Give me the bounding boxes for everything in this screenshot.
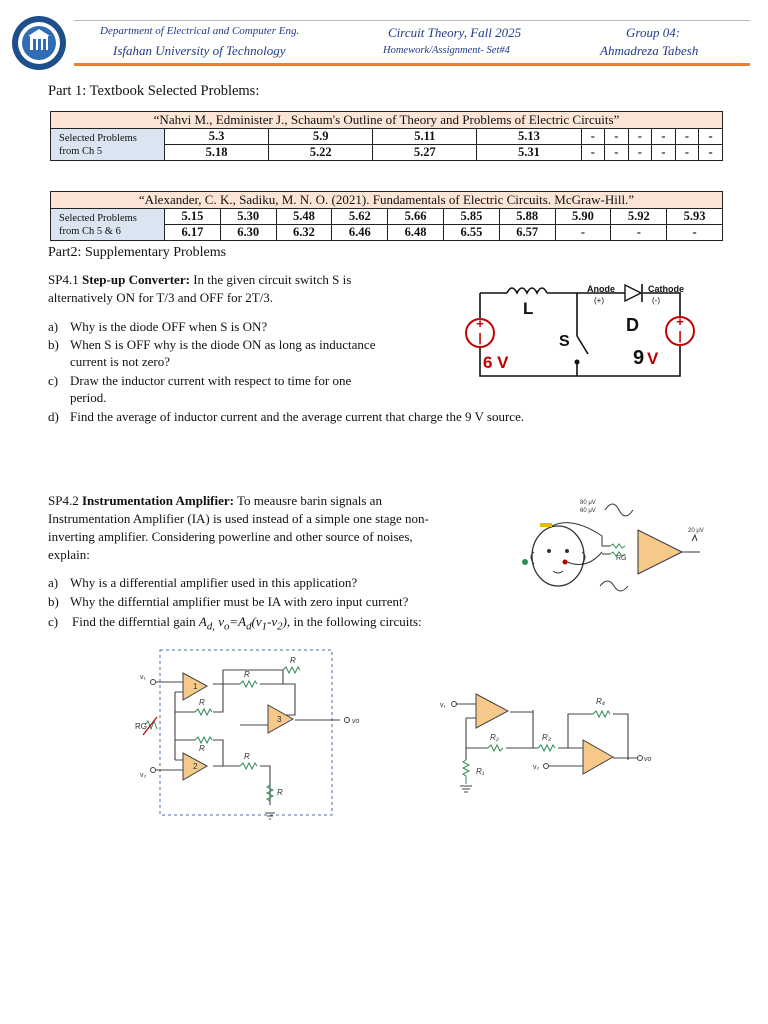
header-group: Group 04: [626,25,681,40]
sp41-num: SP4.1 [48,272,79,287]
table-cell: 5.31 [477,145,581,161]
table-cell: - [652,129,676,145]
table-cell: 5.11 [373,129,477,145]
table-cell: 6.57 [499,225,555,241]
opamp-ia [638,530,682,574]
label-op3: 3 [277,715,282,724]
step-up-converter-circuit [455,276,705,386]
label-r6: R [277,788,283,797]
label-L: L [523,299,534,318]
sp41-intro-b: alternatively ON for T/3 and OFF for 2T/3. [48,290,274,305]
label-anode: Anode [587,284,615,294]
label-r3: R [199,698,205,707]
table-cell: 5.48 [276,209,332,225]
sp41-intro-a: In the given circuit switch S is [189,272,352,287]
table-cell: - [611,225,667,241]
table-cell: 5.15 [165,209,221,225]
label-9v-num: 9 [633,347,645,369]
svg-text:|: | [678,329,682,343]
label-in1-uv: 80 μV [580,500,596,506]
university-logo [10,14,68,72]
table-cell: 5.18 [165,145,269,161]
table-cell: 5.3 [165,129,269,145]
label-rg-brain: RG [616,555,627,562]
table-cell: - [675,145,699,161]
table-cell: 6.17 [165,225,221,241]
label-cathode: Cathode [648,284,684,294]
label-v2-diff: v₂ [533,764,540,771]
table-cell: 5.88 [499,209,555,225]
brain-ia-illustration [520,496,720,606]
label-v2-ia: v₂ [140,772,147,779]
table-title: “Nahvi M., Edminister J., Schaum's Outline of Theory and Problems of Electric Circuits” [51,112,723,129]
label-cathode-sign: (-) [652,296,660,305]
header-author: Ahmadreza Tabesh [600,43,699,58]
header-thin-rule [74,20,750,21]
table-cell: - [667,225,723,241]
table-cell: - [605,145,629,161]
switch-contact [575,360,580,365]
header-course: Circuit Theory, Fall 2025 [388,25,522,40]
label-S: S [559,333,570,350]
svg-text:|: | [478,331,482,345]
table-cell: 5.9 [269,129,373,145]
table-cell: - [675,129,699,145]
table-cell: - [652,145,676,161]
table-cell: 6.30 [220,225,276,241]
table-cell: - [628,129,652,145]
table-cell: - [605,129,629,145]
header-dept: Department of Electrical and Computer Eng. [100,25,300,37]
table-cell: 5.85 [443,209,499,225]
table-cell: - [581,145,605,161]
part2-heading: Part2: Supplementary Problems [48,245,227,260]
label-in2-uv: 60 μV [580,508,596,514]
table-cell: - [699,129,723,145]
two-opamp-diff-circuit [438,688,668,803]
table-cell: - [628,145,652,161]
diode-symbol [625,285,641,301]
label-op2: 2 [193,762,198,771]
table-cell: 5.62 [332,209,388,225]
table-cell: 5.30 [220,209,276,225]
sp41-intro [48,271,448,307]
label-rg-ia: RG [135,722,147,731]
svg-text:+: + [676,314,684,329]
book-table-alexander [50,191,723,241]
header-assignment: Homework/Assignment- Set#4 [383,45,510,56]
svg-text:+: + [476,316,484,331]
three-opamp-ia-circuit [135,645,365,830]
label-r2: R [290,656,296,665]
table-cell: 5.92 [611,209,667,225]
label-D: D [626,315,639,335]
table-cell: - [581,129,605,145]
table-cell: 6.55 [443,225,499,241]
label-9v-unit: V [647,349,659,368]
table-cell: 5.93 [667,209,723,225]
label-vo-diff: vo [644,756,652,763]
label-vo-ia: vo [352,718,360,725]
label-r1: R [244,670,250,679]
label-op1: 1 [193,682,198,691]
label-out-uv: 20 μV [688,528,704,534]
sp41-item-b: b) When S is OFF why is the diode ON as long as inductance current is not zero? [48,337,376,369]
label-anode-sign: (+) [594,296,604,305]
table-cell: 5.90 [555,209,611,225]
label-r4: R [199,744,205,753]
table-cell: 5.22 [269,145,373,161]
part1-heading: Part 1: Textbook Selected Problems: [48,83,260,99]
table-cell: - [699,145,723,161]
label-v1-diff: v₁ [440,702,446,709]
label-r3-diff: R₃ [542,733,551,742]
sp42-num: SP4.2 [48,493,79,508]
sp41-title: Step-up Converter: [81,272,190,287]
table-cell: 5.13 [477,129,581,145]
header-university: Isfahan University of Technology [113,43,286,58]
sp41-item-c: c) Draw the inductor current with respect to time for one period. [48,373,352,405]
table-cell: 6.32 [276,225,332,241]
table-row-label: Selected Problems from Ch 5 & 6 [51,209,165,241]
book-table-nahvi [50,111,723,161]
table-cell: - [555,225,611,241]
label-v1-ia: v₁ [140,674,146,681]
table-cell: 5.66 [388,209,444,225]
header-rule [74,63,750,66]
table-title: “Alexander, C. K., Sadiku, M. N. O. (2021). Fundamentals of Electric Circuits. McGraw-Hill.” [51,192,723,209]
label-r1-diff: R₁ [476,767,485,776]
label-r2-diff: R₂ [490,733,499,742]
table-cell: 5.27 [373,145,477,161]
label-r4-diff: R₄ [596,697,605,706]
label-6v: 6 V [483,353,509,372]
table-row-label: Selected Problems from Ch 5 [51,129,165,161]
table-cell: 6.48 [388,225,444,241]
label-r5: R [244,752,250,761]
sp42-title: Instrumentation Amplifier: [81,493,234,508]
table-cell: 6.46 [332,225,388,241]
sp42-intro: SP4.2 Instrumentation Amplifier: To meausre barin signals an Instrumentation Amplifier (IA) is used instead of a simple one stage non- inverting amplifier. Considering powerline and other source of noises, explain: [48,493,429,562]
